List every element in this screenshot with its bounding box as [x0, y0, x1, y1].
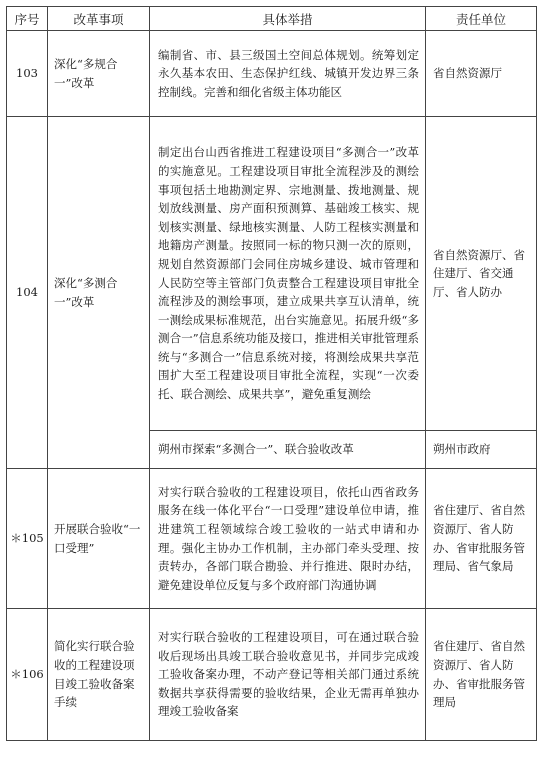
- row-reform-item: [48, 469, 150, 609]
- row-specific-measures-text: 对实行联合验收的工程建设项目，依托山西省政务服务在线一体化平台“一口受理”建设单位申请，推进建筑工程领域综合竣工验收的一站式申请和办理。强化主协办工作机制，主办部门牵头受理、按责转办，各部门联合勘验、并行推进、限时办结，避免建设单位反复与多个政府部门沟通协调: [158, 484, 419, 592]
- row-serial-number: ＊106: [7, 609, 48, 741]
- row-reform-item-text: 开展联合验收“一口受理”: [54, 521, 141, 555]
- header-reform-item: 改革事项: [48, 7, 150, 31]
- table-row: [7, 469, 537, 609]
- header-specific-measures: 具体举措: [150, 7, 426, 31]
- row-specific-measures-text: 编制省、市、县三级国土空间总体规划。统筹划定永久基本农田、生态保护红线、城镇开发边界三条控制线。完善和细化省级主体功能区: [158, 47, 419, 99]
- row-specific-measures: [150, 31, 426, 117]
- row-serial-number: 103: [7, 31, 48, 117]
- row-specific-measures: [150, 469, 426, 609]
- row-responsible-unit: [426, 117, 537, 431]
- row-serial-number: 104: [7, 117, 48, 469]
- row-responsible-unit: [426, 469, 537, 609]
- row-reform-item: [48, 609, 150, 741]
- row-reform-item-text: 深化“多规合一”改革: [54, 56, 118, 90]
- row-responsible-unit-text: 省自然资源厅、省住建厅、省交通厅、省人防办: [433, 247, 525, 299]
- subrow-responsible-unit-text: 朔州市政府: [433, 442, 491, 457]
- subrow-specific-measures-text: 朔州市探索“多测合一”、联合验收改革: [158, 442, 354, 457]
- row-specific-measures: [150, 117, 426, 431]
- row-specific-measures-text: 制定出台山西省推进工程建设项目“多测合一”改革的实施意见。工程建设项目审批全流程涉及的测绘事项包括土地勘测定界、宗地测量、拨地测量、规划放线测量、房产面积预测算、基础竣工核实、规划核实测量、绿地核实测量、人防工程核实测量和地籍房产测量。按照同一标的物只测一次的原则，规划自然资源部门会同住房城乡建设、城市管理和人民防空等主管部门负责整合工程建设项目审批全流程涉及的测绘事项，建立成果共享互认清单，统一测绘成果标准规范，出台实施意见。拓展升级“多测合一”信息系统功能及接口，推进相关审批管理系统与“多测合一”信息系统对接，将测绘成果共享范围扩大至工程建设项目审批全流程，实现“一次委托、联合测绘、成果共享”，避免重复测绘: [158, 145, 419, 402]
- row-responsible-unit: [426, 609, 537, 741]
- row-serial-number: ＊105: [7, 469, 48, 609]
- header-serial-number: 序号: [7, 7, 48, 31]
- row-specific-measures: [150, 609, 426, 741]
- row-responsible-unit-text: 省住建厅、省自然资源厅、省人防办、省审批服务管理局、省气象局: [433, 503, 525, 574]
- table-row: [7, 31, 537, 117]
- row-specific-measures-text: 对实行联合验收的工程建设项目，可在通过联合验收后现场出具竣工联合验收意见书，并同步完成竣工验收备案办理，不动产登记等相关部门通过系统数据共享获得需要的验收结果，企业无需再单独办理竣工验收备案: [158, 630, 419, 719]
- table-header-row: [7, 7, 537, 31]
- row-reform-item: [48, 117, 150, 469]
- reform-measures-table: [6, 6, 537, 741]
- subrow-responsible-unit: [426, 431, 537, 469]
- table-row: [7, 609, 537, 741]
- row-reform-item-text: 深化“多测合一”改革: [54, 275, 118, 309]
- row-reform-item-text: 简化实行联合验收的工程建设项目竣工验收备案手续: [54, 639, 135, 710]
- row-reform-item: [48, 31, 150, 117]
- header-responsible-unit: 责任单位: [426, 7, 537, 31]
- row-responsible-unit-text: 省自然资源厅: [433, 66, 502, 81]
- row-responsible-unit: [426, 31, 537, 117]
- subrow-specific-measures: [150, 431, 426, 469]
- table-row: [7, 117, 537, 431]
- row-responsible-unit-text: 省住建厅、省自然资源厅、省人防办、省审批服务管理局: [433, 639, 525, 710]
